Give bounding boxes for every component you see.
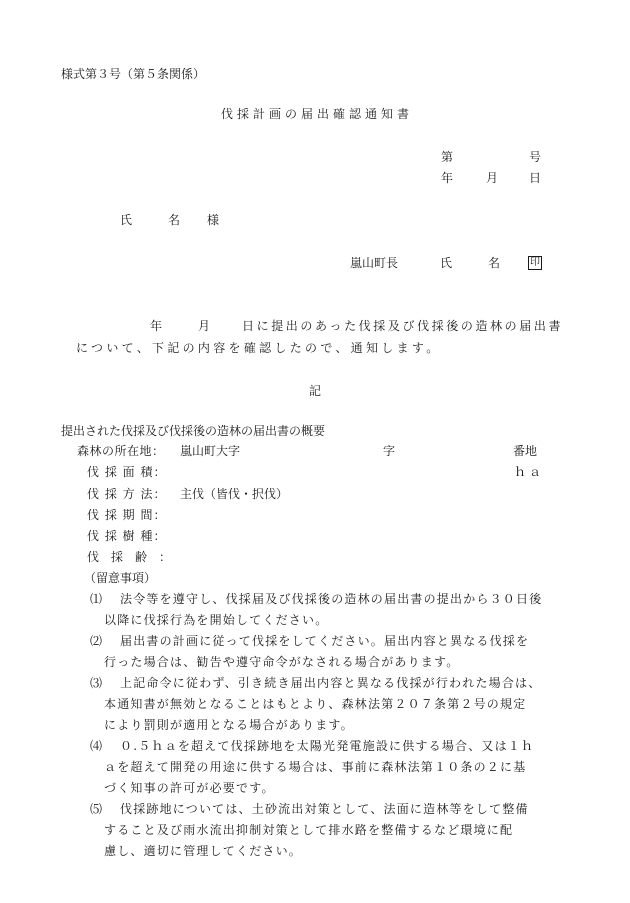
note-line: 伐採跡地については、土砂流出対策として、法面に造林等をして整備 (120, 802, 529, 816)
method-label: 伐 採 方 法： (87, 487, 167, 501)
intro-month: 月 (198, 319, 211, 333)
note-number: ⑸ (90, 802, 103, 816)
note-line: により罰則が適用となる場合があります。 (104, 718, 354, 732)
species-label: 伐 採 樹 種： (87, 529, 167, 543)
number-prefix: 第 (441, 150, 454, 164)
addressee-honorific: 様 (207, 213, 220, 227)
date-day: 日 (529, 171, 542, 185)
ki-mark: 記 (309, 384, 322, 398)
area-unit: ｈａ (514, 465, 545, 479)
note-number: ⑵ (90, 634, 103, 648)
note-line: 届出書の計画に従って伐採をしてください。届出内容と異なる伐採を (120, 634, 530, 648)
location-label: 森林の所在地： (77, 444, 165, 458)
note-line: ０.５ｈａを超えて伐採跡地を太陽光発電施設に供する場合、又は１ｈ (120, 739, 535, 753)
notes-heading: （留意事項） (84, 571, 157, 585)
note-line: 本通知書が無効となることはもとより、森林法第２０７条第２号の規定 (104, 697, 527, 711)
intro-line1-rest: 日に提出のあった伐採及び伐採後の造林の届出書 (242, 319, 564, 333)
intro-year: 年 (150, 319, 163, 333)
note-number: ⑷ (90, 739, 103, 753)
note-line: すること及び雨水流出抑制対策として排水路を整備するなど環境に配 (104, 823, 514, 837)
seal-mark: 印 (530, 257, 540, 268)
location-banchi: 番地 (513, 444, 538, 458)
note-line: 上記命令に従わず、引き続き届出内容と異なる伐採が行われた場合は、 (120, 676, 542, 690)
note-line: 行った場合は、勧告や遵守命令がなされる場合があります。 (104, 655, 460, 669)
document-title: 伐採計画の届出確認通知書 (221, 107, 414, 121)
location-value: 嵐山町大字 (180, 444, 241, 458)
age-label: 伐 採 齢 ： (87, 550, 172, 564)
intro-line2: について、下記の内容を確認したので、通知します。 (76, 341, 442, 355)
note-line: 慮し、適切に管理してください。 (104, 844, 303, 858)
date-month: 月 (486, 171, 499, 185)
summary-heading: 提出された伐採及び伐採後の造林の届出書の概要 (61, 424, 326, 438)
note-number: ⑶ (90, 676, 103, 690)
addressee-name: 氏 名 (120, 213, 185, 227)
note-line: づく知事の許可が必要です。 (104, 781, 275, 795)
date-year: 年 (441, 171, 454, 185)
location-aza: 字 (383, 444, 396, 458)
note-number: ⑴ (90, 592, 103, 606)
period-label: 伐 採 期 間： (87, 508, 167, 522)
note-line: 以降に伐採行為を開始してください。 (104, 613, 329, 627)
form-label: 様式第３号（第５条関係） (61, 67, 206, 81)
number-suffix: 号 (529, 150, 542, 164)
method-value: 主伐（皆伐・択伐） (180, 487, 289, 501)
sender-title: 嵐山町長 (350, 256, 399, 270)
note-line: 法令等を遵守し、伐採届及び伐採後の造林の届出書の提出から３０日後 (120, 592, 543, 606)
note-line: ａを超えて開発の用途に供する場合は、事前に森林法第１０条の２に基 (104, 760, 527, 774)
area-label: 伐 採 面 積： (87, 465, 167, 479)
sender-name: 氏 名 (440, 256, 505, 270)
